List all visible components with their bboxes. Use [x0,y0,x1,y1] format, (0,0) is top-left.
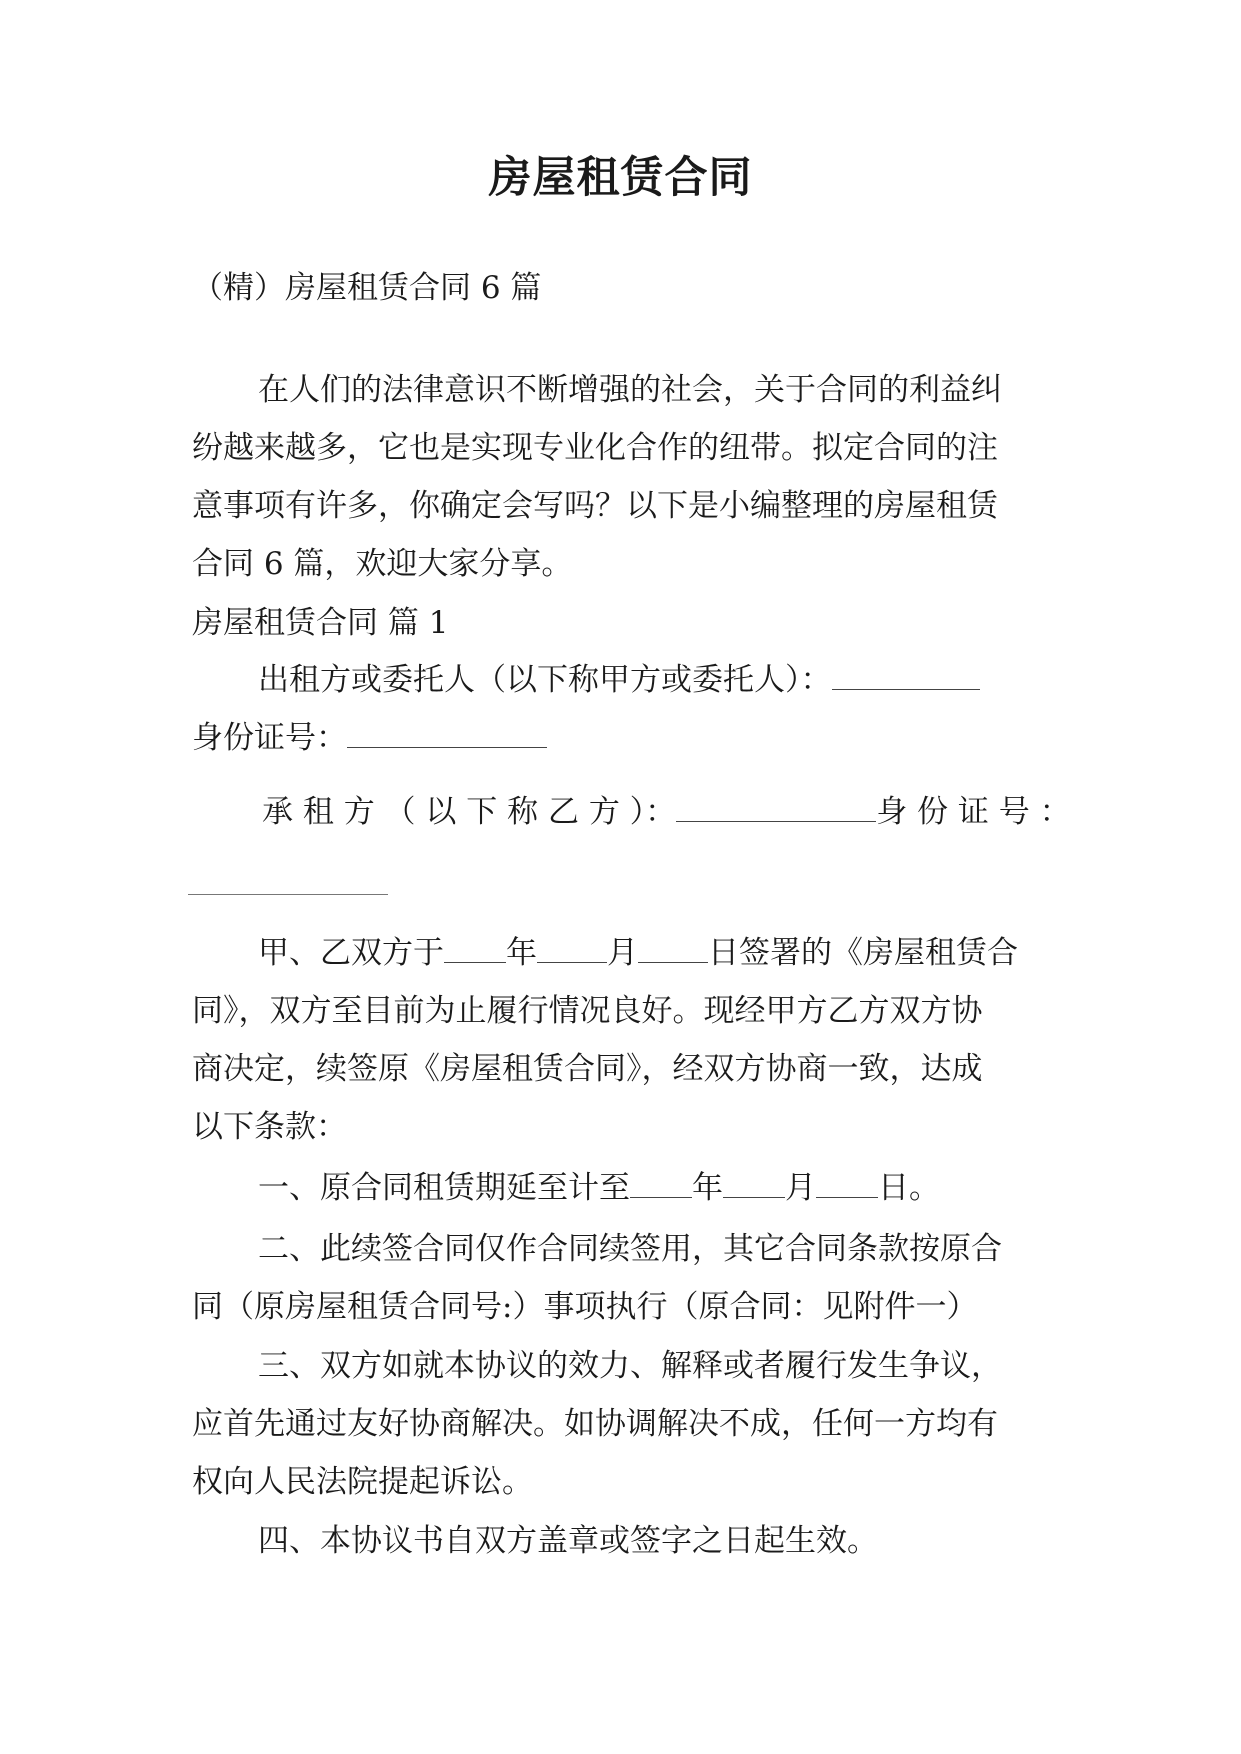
intro-line-3: 意事项有许多，你确定会写吗？以下是小编整理的房屋租赁 [192,488,998,524]
clause-3-line-2: 应首先通过友好协商解决。如协调解决不成，任何一方均有 [192,1406,998,1442]
lessee-label: 承 租 方 （ 以 下 称 乙 方 ）： [262,794,677,830]
month-blank [537,932,607,963]
section-heading: 房屋租赁合同 篇 1 [192,605,449,641]
document-subtitle: （精）房屋租赁合同 6 篇 [192,270,542,306]
lessee-id-label: 身 份 证 号 ： [876,794,1071,830]
document-title: 房屋租赁合同 [488,153,753,203]
year-blank [444,932,506,963]
lessor-line [258,658,980,702]
lessee-line [262,790,1071,834]
clause1-text: 一、原合同租赁期延至计至 [258,1170,630,1206]
lessor-id-blank [347,717,547,748]
intro-line-1: 在人们的法律意识不断增强的社会，关于合同的利益纠 [258,372,1002,408]
clause-3-line-1: 三、双方如就本协议的效力、解释或者履行发生争议， [258,1348,1002,1384]
para1-line-4: 以下条款： [192,1109,347,1145]
clause1-month-label: 月 [785,1170,816,1206]
para1-text-a: 甲、乙双方于 [258,935,444,971]
clause1-day-blank [816,1167,878,1198]
day-blank [638,932,708,963]
para1-line-2: 同》，双方至目前为止履行情况良好。现经甲方乙方双方协 [192,993,983,1029]
clause-2-line-1: 二、此续签合同仅作合同续签用，其它合同条款按原合 [258,1231,1002,1267]
clause1-year-label: 年 [692,1170,723,1206]
lessor-id-line [192,716,547,760]
lessor-label: 出租方或委托人（以下称甲方或委托人）： [258,662,832,698]
year-label: 年 [506,935,537,971]
clause-4: 四、本协议书自双方盖章或签字之日起生效。 [258,1523,878,1559]
lessee-blank [676,791,876,822]
clause1-day-label: 日。 [878,1170,940,1206]
clause-2-line-2: 同（原房屋租赁合同号:）事项执行（原合同：见附件一） [192,1289,978,1325]
lessee-id-blank [188,894,388,895]
para1-line-3: 商决定，续签原《房屋租赁合同》，经双方协商一致，达成 [192,1051,983,1087]
month-label: 月 [607,935,638,971]
clause-3-line-3: 权向人民法院提起诉讼。 [192,1464,533,1500]
intro-line-2: 纷越来越多，它也是实现专业化合作的纽带。拟定合同的注 [192,430,998,466]
lessor-id-label: 身份证号： [192,720,347,756]
clause1-year-blank [630,1167,692,1198]
lessor-blank [832,659,980,690]
para1-text-d: 日签署的《房屋租赁合 [708,935,1018,971]
intro-line-4: 合同 6 篇，欢迎大家分享。 [192,546,573,582]
clause1-month-blank [723,1167,785,1198]
para1-line-1 [258,931,1018,975]
clause-1 [258,1166,940,1210]
